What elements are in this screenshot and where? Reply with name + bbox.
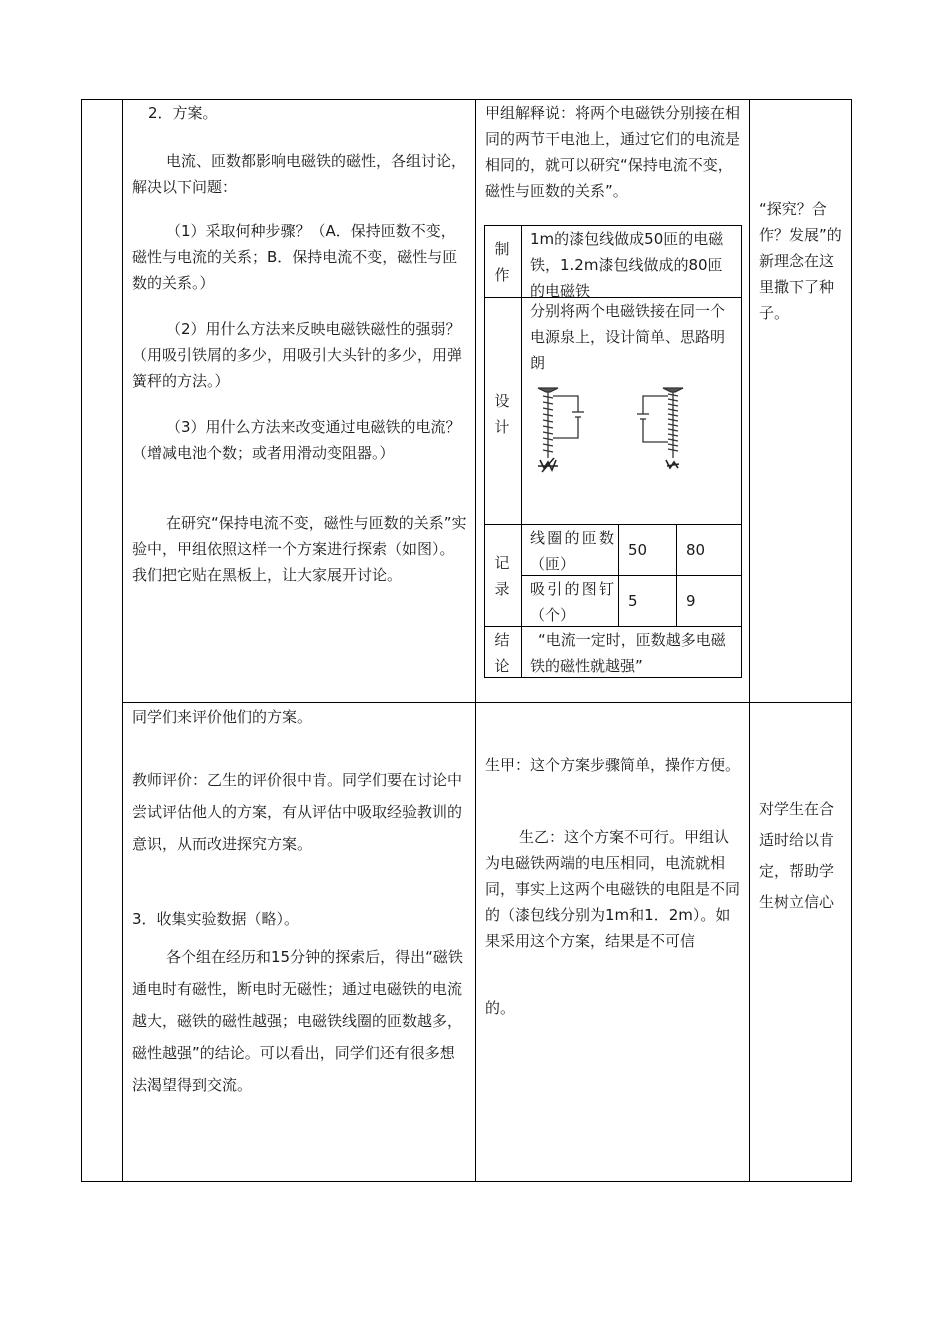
question-3: （3）用什么方法来改变通过电磁铁的电流？（增减电池个数；或者用滑动变阻器。） (132, 418, 461, 462)
make-text: 1m的漆包线做成50匝的电磁铁，1.2m漆包线做成的80匝的电磁铁 (530, 230, 724, 300)
design-text: 分别将两个电磁铁接在同一个电源泉上，设计简单、思路明朗 (530, 302, 726, 372)
col-divider-1 (122, 99, 123, 1182)
teacher-evaluation: 教师评价：乙生的评价很中肯。同学们要在讨论中尝试评估他人的方案，有从评估中吸取经验教训的意识，从而改进探究方案。 (132, 771, 463, 853)
row-divider (122, 702, 852, 703)
magnet-80-turns (637, 388, 683, 468)
student-yi-comment-end: 的。 (485, 999, 516, 1017)
table-bottom-border (81, 1181, 852, 1182)
experiment-paragraph: 在研究“保持电流不变，磁性与匝数的关系”实验中，甲组依照这样一个方案进行探索（如图）。我们把它贴在黑板上，让大家展开讨论。 (132, 514, 467, 584)
group-explanation: 甲组解释说：将两个电磁铁分别接在相同的两节干电池上，通过它们的电流是相同的，就可以研究“保持电流不变，磁性与匝数的关系”。 (485, 104, 741, 200)
record-row-label: 线圈的匝数（匝） (530, 529, 614, 573)
make-label: 制作 (494, 240, 510, 284)
record-label: 记录 (494, 554, 510, 598)
teaching-note-1: “探究？合作？发展”的新理念在这里撒下了种子。 (759, 200, 842, 322)
evaluate-prompt: 同学们来评价他们的方案。 (132, 708, 313, 726)
results-paragraph: 各个组在经历和15分钟的探索后，得出“磁铁通电时有磁性，断电时无磁性；通过电磁铁的电流越大，磁铁的磁性越强；电磁铁线圈的匝数越多，磁性越强”的结论。可以看出，同学们还有很多想法渴望得到交流。 (132, 948, 463, 1094)
student-jia-comment: 生甲：这个方案步骤简单，操作方便。 (485, 756, 741, 774)
design-label: 设计 (494, 392, 510, 436)
table-left-border (81, 99, 82, 1182)
record-value: 5 (628, 592, 638, 610)
record-value: 9 (686, 592, 696, 610)
teaching-note-2: 对学生在合适时给以肯定，帮助学生树立信心 (759, 800, 835, 911)
electromagnet-circuit-diagram (528, 378, 698, 478)
record-value: 80 (686, 541, 706, 559)
student-yi-comment: 生乙：这个方案不可行。甲组认为电磁铁两端的电压相同，电流就相同，事实上这两个电磁铁的电阻是不同的（漆包线分别为1m和1．2m）。如果采用这个方案，结果是不可信 (485, 828, 741, 950)
record-value: 50 (628, 541, 648, 559)
question-1: （1）采取何种步骤？（A．保持匝数不变，磁性与电流的关系；B．保持电流不变，磁性与匝数的关系。） (132, 222, 458, 292)
magnet-50-turns (538, 388, 584, 472)
collect-data-heading: 3．收集实验数据（略）。 (132, 910, 300, 928)
col-divider-2 (475, 99, 476, 1182)
record-row-label: 吸引的图钉（个） (530, 580, 614, 624)
conclusion-label: 结论 (494, 631, 510, 675)
plan-intro: 电流、匝数都影响电磁铁的磁性，各组讨论，解决以下问题： (132, 152, 467, 196)
table-right-border (851, 99, 852, 1182)
col-divider-3 (749, 99, 750, 1182)
question-2: （2）用什么方法来反映电磁铁磁性的强弱？（用吸引铁屑的多少，用吸引大头针的多少，用弹簧秤的方法。） (132, 320, 463, 390)
conclusion-text: “电流一定时，匝数越多电磁铁的磁性就越强” (530, 631, 726, 675)
plan-heading: 2．方案。 (148, 104, 218, 122)
